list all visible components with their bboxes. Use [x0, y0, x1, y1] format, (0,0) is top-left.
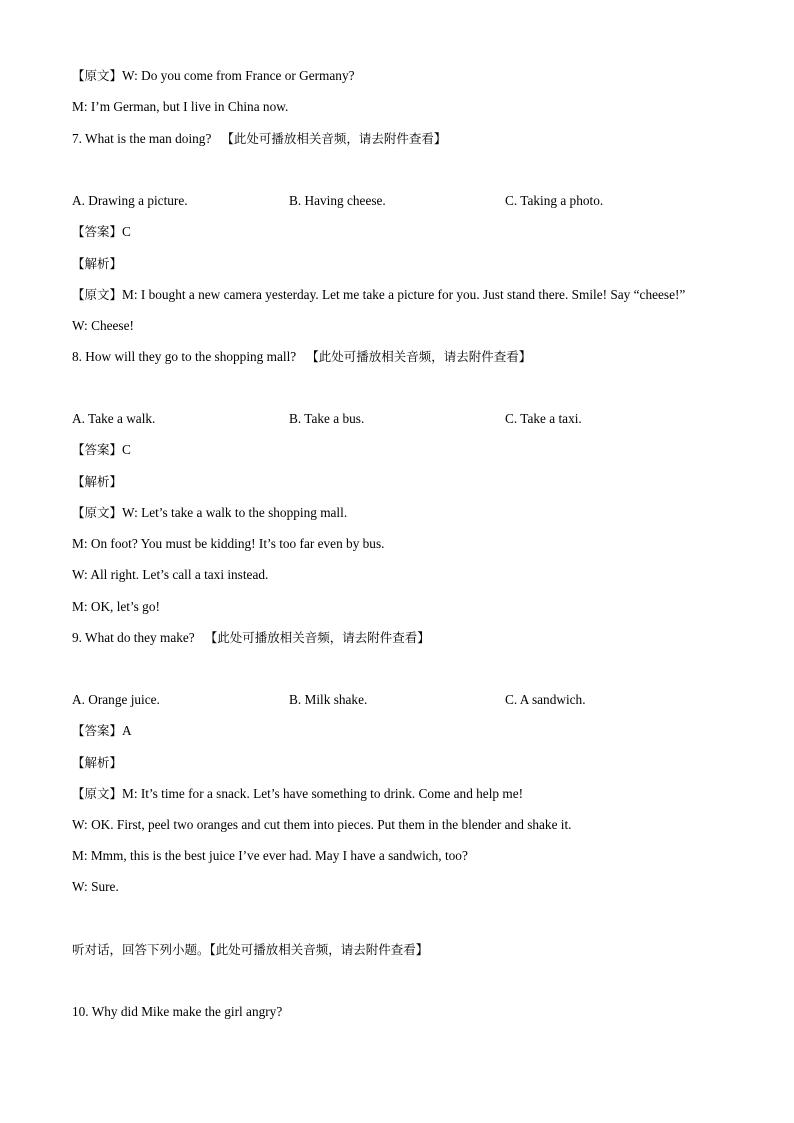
q9-transcript-line-4: W: Sure. [72, 879, 119, 894]
q7-answer: 【答案】C [72, 224, 131, 239]
section-instruction: 听对话，回答下列小题。【此处可播放相关音频，请去附件查看】 [72, 942, 429, 957]
q9-options [72, 691, 732, 709]
q9-option-a: A. Orange juice. [72, 692, 160, 707]
q7-analysis-label: 【解析】 [72, 256, 123, 271]
q8-transcript-line-3: W: All right. Let’s call a taxi instead. [72, 567, 269, 582]
q8-options [72, 410, 732, 428]
q7-options [72, 192, 732, 210]
q8-answer: 【答案】C [72, 442, 131, 457]
q7-transcript-line-2: W: Cheese! [72, 318, 134, 333]
q7-transcript-line-1: 【原文】M: I bought a new camera yesterday. Let me take a picture for you. Just stand there. Smile! Say “cheese!” [72, 287, 686, 302]
q9-transcript-line-1: 【原文】M: It’s time for a snack. Let’s have something to drink. Come and help me! [72, 786, 524, 801]
q6-transcript-line-2: M: I’m German, but I live in China now. [72, 99, 289, 114]
q9-option-b: B. Milk shake. [289, 692, 368, 707]
transcript-label: 【原文】 [72, 68, 123, 83]
q7-stem: 7. What is the man doing? 【此处可播放相关音频，请去附件查看】 [72, 131, 447, 146]
q9-transcript-line-2: W: OK. First, peel two oranges and cut them into pieces. Put them in the blender and shake it. [72, 817, 572, 832]
q8-analysis-label: 【解析】 [72, 474, 123, 489]
q8-option-b: B. Take a bus. [289, 411, 365, 426]
audio-note[interactable]: 【此处可播放相关音频，请去附件查看】 [204, 630, 430, 645]
q9-transcript-line-3: M: Mmm, this is the best juice I’ve ever had. May I have a sandwich, too? [72, 848, 468, 863]
q6-transcript-line-1: 【原文】W: Do you come from France or Germany? [72, 68, 355, 83]
q8-transcript-line-4: M: OK, let’s go! [72, 599, 160, 614]
q8-transcript-line-2: M: On foot? You must be kidding! It’s too far even by bus. [72, 536, 385, 551]
audio-note[interactable]: 【此处可播放相关音频，请去附件查看】 [221, 131, 447, 146]
q9-stem: 9. What do they make? 【此处可播放相关音频，请去附件查看】 [72, 630, 430, 645]
q8-option-a: A. Take a walk. [72, 411, 156, 426]
q9-option-c: C. A sandwich. [505, 692, 586, 707]
q7-option-c: C. Taking a photo. [505, 193, 604, 208]
q8-stem: 8. How will they go to the shopping mall? 【此处可播放相关音频，请去附件查看】 [72, 349, 532, 364]
q9-answer: 【答案】A [72, 723, 132, 738]
q9-analysis-label: 【解析】 [72, 755, 123, 770]
audio-note[interactable]: 【此处可播放相关音频，请去附件查看】 [209, 942, 429, 957]
q7-option-a: A. Drawing a picture. [72, 193, 188, 208]
q8-option-c: C. Take a taxi. [505, 411, 582, 426]
q10-stem: 10. Why did Mike make the girl angry? [72, 1004, 283, 1019]
q8-transcript-line-1: 【原文】W: Let’s take a walk to the shopping mall. [72, 505, 348, 520]
q7-option-b: B. Having cheese. [289, 193, 386, 208]
audio-note[interactable]: 【此处可播放相关音频，请去附件查看】 [306, 349, 532, 364]
